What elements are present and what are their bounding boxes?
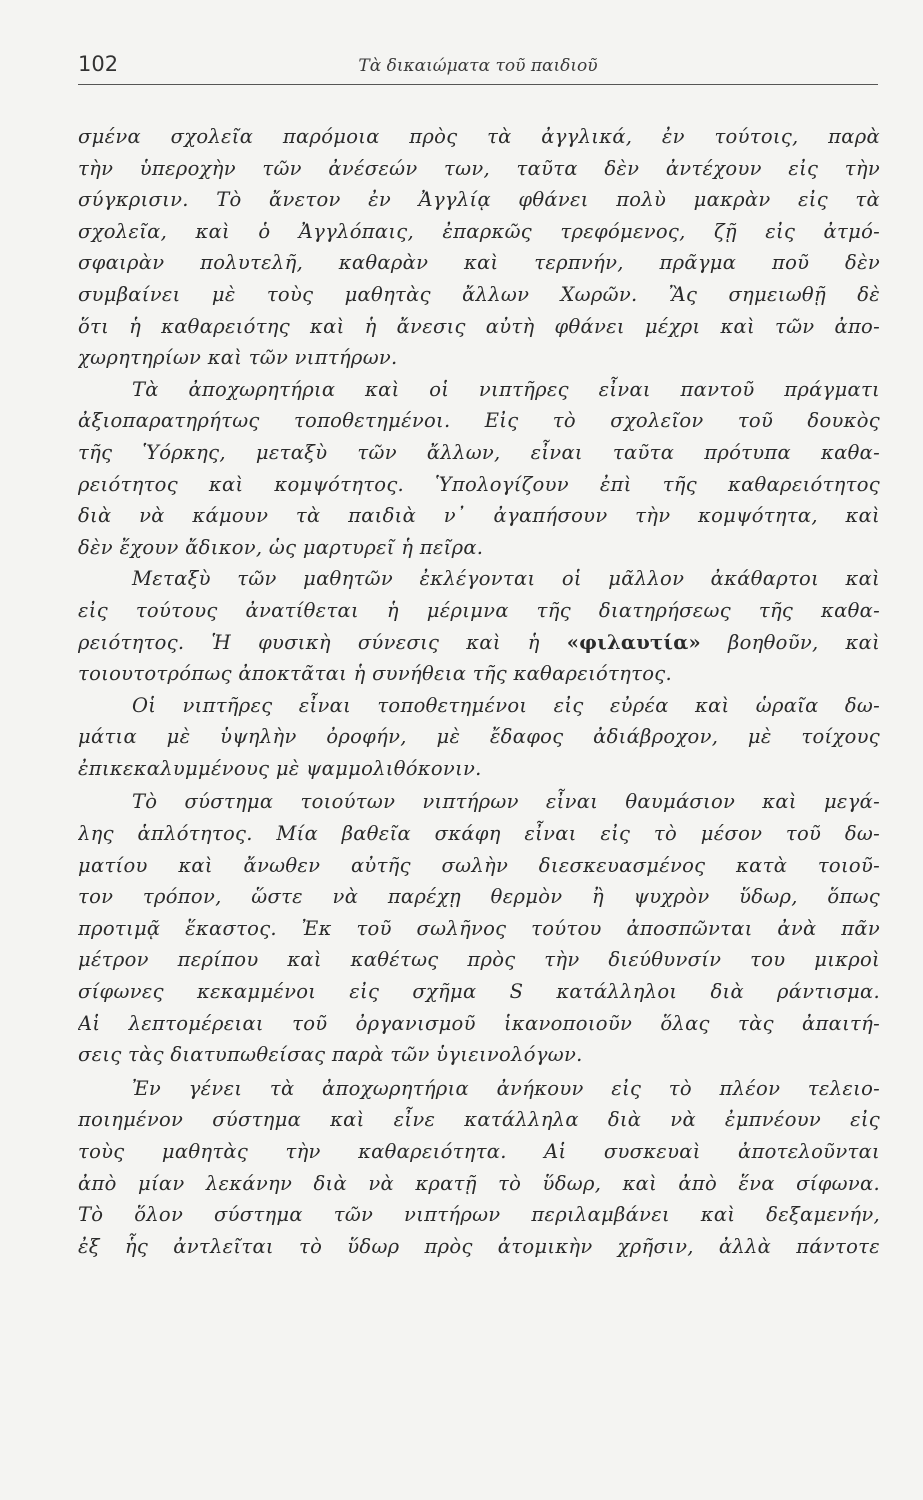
text-line: ὅτι ἡ καθαρειότης καὶ ἡ ἄνεσις αὐτὴ φθάνει μέχρι καὶ τῶν ἀπο- [78, 314, 880, 338]
text-line: λης ἁπλότητος. Μία βαθεῖα σκάφη εἶναι εἰς τὸ μέσον τοῦ δω- [78, 822, 880, 846]
text-line: τῆς Ὑόρκης, μεταξὺ τῶν ἄλλων, εἶναι ταῦτα πρότυπα καθα- [78, 440, 880, 464]
text-line: τὴν ὑπεροχὴν τῶν ἀνέσεών των, ταῦτα δὲν ἀντέχουν εἰς τὴν [78, 156, 880, 180]
header-divider [78, 84, 878, 85]
page-header [78, 48, 878, 88]
text-line: σφαιρὰν πολυτελῆ, καθαρὰν καὶ τερπνήν, πρᾶγμα ποῦ δὲν [78, 251, 880, 275]
text-line: ποιημένον σύστημα καὶ εἶνε κατάλληλα διὰ νὰ ἐμπνέουν εἰς [78, 1108, 880, 1132]
text-line: δὲν ἔχουν ἄδικον, ὡς μαρτυρεῖ ἡ πεῖρα. [78, 535, 484, 559]
text-line: Τὰ ἀποχωρητήρια καὶ οἱ νιπτῆρες εἶναι παντοῦ πράγματι [132, 377, 880, 401]
body-text [78, 121, 880, 1262]
text-line: Τὸ σύστημα τοιούτων νιπτήρων εἶναι θαυμάσιον καὶ μεγά- [132, 790, 880, 814]
text-line: τον τρόπον, ὥστε νὰ παρέχῃ θερμὸν ἢ ψυχρὸν ὕδωρ, ὅπως [78, 885, 880, 909]
text-line: διὰ νὰ κάμουν τὰ παιδιὰ ν᾽ ἀγαπήσουν τὴν κομψότητα, καὶ [78, 504, 880, 528]
text-line: τοὺς μαθητὰς τὴν καθαρειότητα. Αἱ συσκευαὶ ἀποτελοῦνται [78, 1140, 880, 1163]
running-title: Τὰ δικαιώματα τοῦ παιδιοῦ [358, 56, 598, 76]
text-segment: ρειότητος. Ἡ φυσικὴ σύνεσις καὶ ἡ [78, 630, 540, 654]
text-line: σεις τὰς διατυπωθείσας παρὰ τῶν ὑγιεινολόγων. [78, 1043, 583, 1067]
text-line: σμένα σχολεῖα παρόμοια πρὸς τὰ ἀγγλικά, ἐν τούτοις, παρὰ [78, 125, 880, 148]
text-line: σίφωνες κεκαμμένοι εἰς σχῆμα S κατάλληλοι διὰ ράντισμα. [78, 980, 880, 1004]
text-line: συμβαίνει μὲ τοὺς μαθητὰς ἄλλων Χωρῶν. Ἂς σημειωθῇ δὲ [78, 282, 880, 306]
bold-term: «φιλαυτία» [566, 630, 702, 654]
text-line [78, 627, 880, 659]
text-line: ἐξ ἧς ἀντλεῖται τὸ ὕδωρ πρὸς ἀτομικὴν χρῆσιν, ἀλλὰ πάντοτε [78, 1234, 880, 1258]
text-line: Οἱ νιπτῆρες εἶναι τοποθετημένοι εἰς εὐρέα καὶ ὡραῖα δω- [132, 693, 880, 717]
text-segment: βοηθοῦν, καὶ [728, 630, 880, 654]
text-line: ἀπὸ μίαν λεκάνην διὰ νὰ κρατῇ τὸ ὕδωρ, καὶ ἀπὸ ἕνα σίφωνα. [78, 1171, 880, 1195]
text-line: Μεταξὺ τῶν μαθητῶν ἐκλέγονται οἱ μᾶλλον ἀκάθαρτοι καὶ [132, 567, 880, 591]
text-line: ματίου καὶ ἄνωθεν αὐτῆς σωλὴν διεσκευασμένος κατὰ τοιοῦ- [78, 853, 880, 877]
text-line: μάτια μὲ ὑψηλὴν ὀροφήν, μὲ ἔδαφος ἀδιάβροχον, μὲ τοίχους [78, 725, 880, 749]
text-line: χωρητηρίων καὶ τῶν νιπτήρων. [78, 346, 398, 370]
text-line: τοιουτοτρόπως ἀποκτᾶται ἡ συνήθεια τῆς καθαρειότητος. [78, 662, 672, 686]
text-line: Ἐν γένει τὰ ἀποχωρητήρια ἀνήκουν εἰς τὸ πλέον τελειο- [132, 1076, 880, 1100]
text-line: ἀξιοπαρατηρήτως τοποθετημένοι. Εἰς τὸ σχολεῖον τοῦ δουκὸς [78, 409, 880, 433]
text-line: Τὸ ὅλον σύστημα τῶν νιπτήρων περιλαμβάνει καὶ δεξαμενήν, [78, 1203, 880, 1227]
text-line: Αἱ λεπτομέρειαι τοῦ ὀργανισμοῦ ἱκανοποιοῦν ὅλας τὰς ἀπαιτή- [78, 1011, 880, 1035]
text-line: προτιμᾷ ἕκαστος. Ἐκ τοῦ σωλῆνος τούτου ἀποσπῶνται ἀνὰ πᾶν [78, 916, 880, 940]
text-line: σχολεῖα, καὶ ὁ Ἀγγλόπαις, ἐπαρκῶς τρεφόμενος, ζῇ εἰς ἀτμό- [78, 219, 880, 243]
page-number: 102 [78, 52, 119, 76]
text-line: ρειότητος καὶ κομψότητος. Ὑπολογίζουν ἐπὶ τῆς καθαρειότητος [78, 472, 880, 496]
text-line: μέτρον περίπου καὶ καθέτως πρὸς τὴν διεύθυνσίν του μικροὶ [78, 948, 880, 972]
text-line: ἐπικεκαλυμμένους μὲ ψαμμολιθόκονιν. [78, 756, 482, 780]
text-line: σύγκρισιν. Τὸ ἄνετον ἐν Ἀγγλίᾳ φθάνει πολὺ μακρὰν εἰς τὰ [78, 188, 880, 212]
text-line: εἰς τούτους ἀνατίθεται ἡ μέριμνα τῆς διατηρήσεως τῆς καθα- [78, 598, 880, 622]
